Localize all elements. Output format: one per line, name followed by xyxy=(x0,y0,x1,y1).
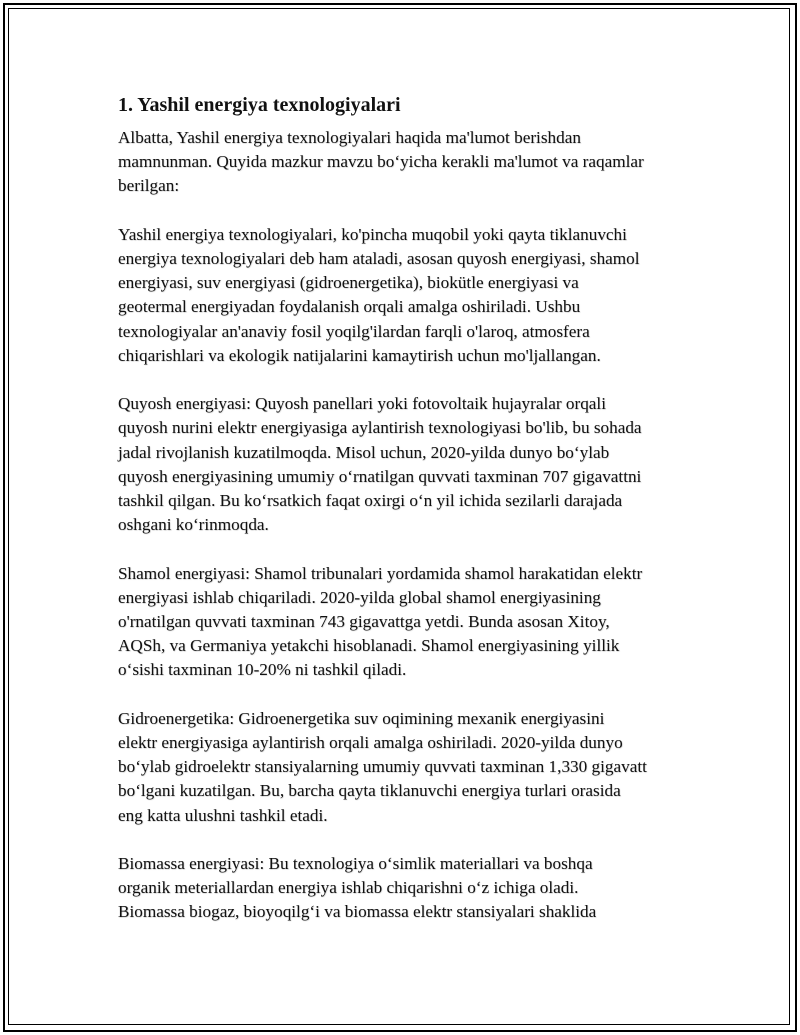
text-line: chiqarishlari va ekologik natijalarini kamaytirish uchun mo'ljallangan. xyxy=(118,345,601,365)
text-line: jadal rivojlanish kuzatilmoqda. Misol uchun, 2020-yilda dunyo bo‘ylab xyxy=(118,442,610,462)
text-line: organik meteriallardan energiya ishlab chiqarishni o‘z ichiga oladi. xyxy=(118,878,579,898)
text-line: Gidroenergetika: Gidroenergetika suv oqimining mexanik energiyasini xyxy=(118,708,605,728)
text-line: Quyosh energiyasi: Quyosh panellari yoki fotovoltaik hujayralar orqali xyxy=(118,394,606,414)
text-line: o‘sishi taxminan 10-20% ni tashkil qiladi. xyxy=(118,660,407,680)
text-line: berilgan: xyxy=(118,176,180,196)
text-line: tashkil qilgan. Bu ko‘rsatkich faqat oxirgi o‘n yil ichida sezilarli darajada xyxy=(118,491,623,511)
text-line: bo‘lgani kuzatilgan. Bu, barcha qayta tiklanuvchi energiya turlari orasida xyxy=(118,781,621,801)
paragraph-wind xyxy=(118,562,698,683)
text-line: AQSh, va Germaniya yetakchi hisoblanadi. Shamol energiyasining yillik xyxy=(118,636,620,656)
text-line: o'rnatilgan quvvati taxminan 743 gigavattga yetdi. Bunda asosan Xitoy, xyxy=(118,612,610,632)
text-line: bo‘ylab gidroelektr stansiyalarning umumiy quvvati taxminan 1,330 gigavatt xyxy=(118,757,647,777)
text-line: texnologiyalar an'anaviy fosil yoqilg'ilardan farqli o'laroq, atmosfera xyxy=(118,321,590,341)
text-line: elektr energiyasiga aylantirish orqali amalga oshiriladi. 2020-yilda dunyo xyxy=(118,733,623,753)
paragraph-overview xyxy=(118,223,698,368)
text-line: mamnunman. Quyida mazkur mavzu bo‘yicha kerakli ma'lumot va raqamlar xyxy=(118,152,644,172)
text-line: energiyasi ishlab chiqariladi. 2020-yilda global shamol energiyasining xyxy=(118,587,601,607)
document-body xyxy=(118,92,698,949)
text-line: Yashil energiya texnologiyalari, ko'pincha muqobil yoki qayta tiklanuvchi xyxy=(118,224,627,244)
text-line: eng katta ulushni tashkil etadi. xyxy=(118,805,328,825)
paragraph-biomass xyxy=(118,852,698,925)
text-line: Shamol energiyasi: Shamol tribunalari yordamida shamol harakatidan elektr xyxy=(118,563,643,583)
paragraph-hydro xyxy=(118,707,698,828)
paragraph-intro xyxy=(118,126,698,199)
text-line: oshgani ko‘rinmoqda. xyxy=(118,515,269,535)
text-line: Biomassa energiyasi: Bu texnologiya o‘simlik materiallari va boshqa xyxy=(118,854,593,874)
text-line: quyosh nurini elektr energiyasiga aylantirish texnologiyasi bo'lib, bu sohada xyxy=(118,418,642,438)
section-heading: 1. Yashil energiya texnologiyalari xyxy=(118,94,401,116)
text-line: Biomassa biogaz, bioyoqilg‘i va biomassa elektr stansiyalari shaklida xyxy=(118,902,597,922)
paragraph-solar xyxy=(118,392,698,537)
text-line: energiyasi, suv energiyasi (gidroenergetika), biokütle energiyasi va xyxy=(118,273,579,293)
text-line: energiya texnologiyalari deb ham ataladi, asosan quyosh energiyasi, shamol xyxy=(118,249,640,268)
text-line: Albatta, Yashil energiya texnologiyalari haqida ma'lumot berishdan xyxy=(118,128,581,147)
text-line: geotermal energiyadan foydalanish orqali amalga oshiriladi. Ushbu xyxy=(118,297,581,317)
text-line: quyosh energiyasining umumiy o‘rnatilgan quvvati taxminan 707 gigavattni xyxy=(118,466,642,486)
